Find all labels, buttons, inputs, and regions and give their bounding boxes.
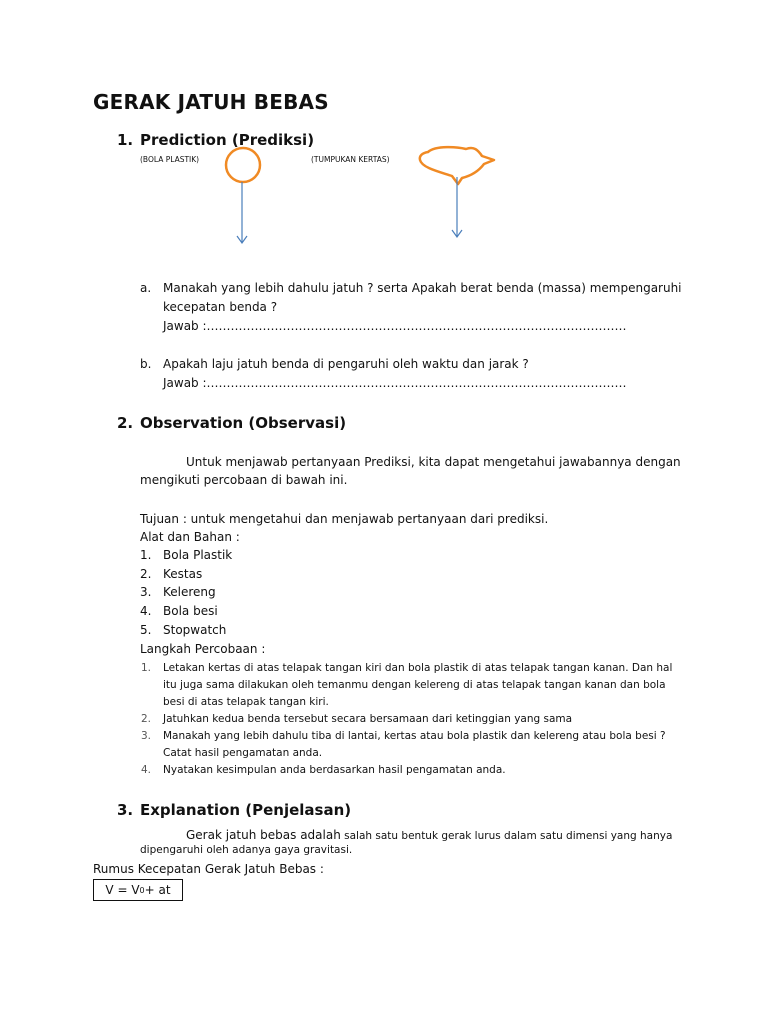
question-b-line1: Apakah laju jatuh benda di pengaruhi oleh waktu dan jarak ?	[163, 357, 529, 371]
section-3-heading: Explanation (Penjelasan)	[140, 801, 352, 819]
step-text: besi di atas telapak tangan kiri.	[163, 696, 329, 708]
section-2-number: 2.	[117, 414, 134, 432]
explanation-line2: dipengaruhi oleh adanya gaya gravitasi.	[140, 844, 353, 856]
list-item: Kelereng	[163, 585, 216, 599]
step-text: Nyatakan kesimpulan anda berdasarkan hasil pengamatan anda.	[163, 764, 506, 776]
step-number: 1.	[141, 662, 152, 674]
formula-part-a: V = V	[105, 883, 140, 897]
explanation-line1	[186, 824, 672, 843]
observation-intro-line1: Untuk menjawab pertanyaan Prediksi, kita dapat mengetahui jawabannya dengan	[186, 455, 681, 469]
rumus-heading: Rumus Kecepatan Gerak Jatuh Bebas :	[93, 862, 324, 876]
list-item-number: 3.	[140, 585, 152, 599]
section-2-heading: Observation (Observasi)	[140, 414, 347, 432]
explanation-rest: salah satu bentuk gerak lurus dalam satu dimensi yang hanya	[340, 830, 673, 842]
falling-objects-sketch	[0, 0, 768, 300]
step-text: Jatuhkan kedua benda tersebut secara bersamaan dari ketinggian yang sama	[163, 713, 573, 725]
label-tumpukan-kertas: (TUMPUKAN KERTAS)	[311, 155, 390, 164]
list-item: Bola Plastik	[163, 548, 233, 562]
alat-bahan-heading: Alat dan Bahan :	[140, 530, 240, 544]
formula-part-b: + at	[144, 883, 171, 897]
step-number: 4.	[141, 764, 152, 776]
question-a-line1: Manakah yang lebih dahulu jatuh ? serta Apakah berat benda (massa) mempengaruhi	[163, 281, 682, 295]
question-b-letter: b.	[140, 357, 152, 371]
section-3-number: 3.	[117, 801, 134, 819]
answer-line-a: Jawab :……………………………………………………………………………………………	[163, 319, 627, 333]
plastic-ball-drawing	[226, 148, 260, 182]
step-text: Catat hasil pengamatan anda.	[163, 747, 323, 759]
section-1-number: 1.	[117, 131, 134, 149]
step-number: 2.	[141, 713, 152, 725]
explanation-lead: Gerak jatuh bebas adalah	[186, 828, 341, 842]
list-item-number: 4.	[140, 604, 152, 618]
step-text: Manakah yang lebih dahulu tiba di lantai, kertas atau bola plastik dan kelereng atau bola besi ?	[163, 730, 666, 742]
langkah-heading: Langkah Percobaan :	[140, 642, 266, 656]
list-item: Kestas	[163, 567, 203, 581]
formula-subscript: 0	[139, 885, 145, 895]
step-text: Letakan kertas di atas telapak tangan kiri dan bola plastik di atas telapak tangan kanan. Dan hal	[163, 662, 673, 674]
observation-intro-line2: mengikuti percobaan di bawah ini.	[140, 473, 348, 487]
list-item-number: 5.	[140, 623, 152, 637]
tujuan-text: Tujuan : untuk mengetahui dan menjawab pertanyaan dari prediksi.	[140, 512, 549, 526]
step-text: itu juga sama dilakukan oleh temanmu dengan kelereng di atas telapak tangan kanan dan bola	[163, 679, 666, 691]
section-1-heading: Prediction (Prediksi)	[140, 131, 315, 149]
list-item: Stopwatch	[163, 623, 227, 637]
list-item-number: 1.	[140, 548, 152, 562]
label-bola-plastik: (BOLA PLASTIK)	[140, 155, 200, 164]
answer-line-b: Jawab :……………………………………………………………………………………………	[163, 376, 627, 390]
list-item: Bola besi	[163, 604, 218, 618]
question-a-line2: kecepatan benda ?	[163, 300, 278, 314]
step-number: 3.	[141, 730, 152, 742]
page-title: GERAK JATUH BEBAS	[93, 90, 329, 114]
formula-box	[93, 879, 183, 901]
list-item-number: 2.	[140, 567, 152, 581]
question-a-letter: a.	[140, 281, 152, 295]
